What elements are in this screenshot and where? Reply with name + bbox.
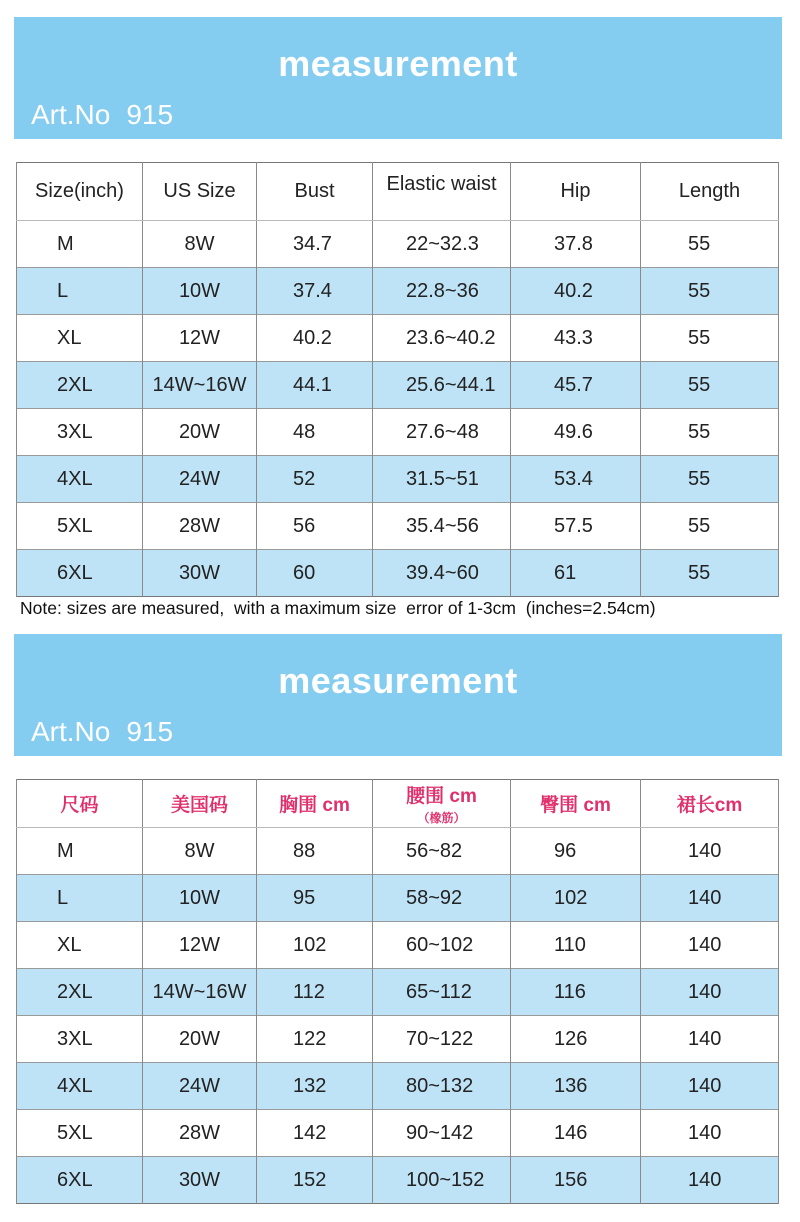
cell-size: 6XL — [17, 550, 143, 597]
cell-size: M — [17, 828, 143, 875]
table-row — [17, 1157, 779, 1204]
cell-bust: 56 — [257, 503, 373, 550]
table-row — [17, 268, 779, 315]
cell-us-size: 24W — [143, 456, 257, 503]
cell-size: 6XL — [17, 1157, 143, 1204]
cell-size: 2XL — [17, 362, 143, 409]
cell-hip: 110 — [511, 922, 641, 969]
table-row — [17, 1063, 779, 1110]
cell-size: L — [17, 268, 143, 315]
header-size: Size(inch) — [17, 163, 143, 221]
cell-bust: 122 — [257, 1016, 373, 1063]
cell-bust: 60 — [257, 550, 373, 597]
cell-waist: 100~152 — [373, 1157, 511, 1204]
cell-waist: 39.4~60 — [373, 550, 511, 597]
table-row — [17, 969, 779, 1016]
cell-hip: 96 — [511, 828, 641, 875]
cell-size: 5XL — [17, 503, 143, 550]
header-length-cn: 裙长cm — [641, 780, 779, 828]
table-row — [17, 1110, 779, 1157]
table-row — [17, 315, 779, 362]
header-us-size: US Size — [143, 163, 257, 221]
table-row — [17, 362, 779, 409]
table-row — [17, 221, 779, 268]
cell-hip: 53.4 — [511, 456, 641, 503]
cell-hip: 102 — [511, 875, 641, 922]
cell-length: 55 — [641, 315, 779, 362]
cell-hip: 45.7 — [511, 362, 641, 409]
cell-bust: 48 — [257, 409, 373, 456]
cell-length: 55 — [641, 362, 779, 409]
cell-length: 140 — [641, 1110, 779, 1157]
cell-us-size: 10W — [143, 875, 257, 922]
cell-waist: 58~92 — [373, 875, 511, 922]
cell-hip: 146 — [511, 1110, 641, 1157]
cell-bust: 37.4 — [257, 268, 373, 315]
cell-size: 3XL — [17, 409, 143, 456]
header-bust: Bust — [257, 163, 373, 221]
cell-us-size: 14W~16W — [143, 362, 257, 409]
cell-length: 55 — [641, 409, 779, 456]
cell-us-size: 10W — [143, 268, 257, 315]
cell-hip: 43.3 — [511, 315, 641, 362]
cell-us-size: 20W — [143, 409, 257, 456]
cell-hip: 116 — [511, 969, 641, 1016]
header-hip: Hip — [511, 163, 641, 221]
cell-waist: 56~82 — [373, 828, 511, 875]
cell-bust: 34.7 — [257, 221, 373, 268]
table-header-row — [17, 780, 779, 828]
cell-hip: 156 — [511, 1157, 641, 1204]
cell-us-size: 8W — [143, 828, 257, 875]
cell-us-size: 14W~16W — [143, 969, 257, 1016]
cell-bust: 44.1 — [257, 362, 373, 409]
cell-length: 140 — [641, 1157, 779, 1204]
cell-waist: 80~132 — [373, 1063, 511, 1110]
cell-size: M — [17, 221, 143, 268]
cell-waist: 23.6~40.2 — [373, 315, 511, 362]
table-row — [17, 922, 779, 969]
table-header-row — [17, 163, 779, 221]
cell-hip: 37.8 — [511, 221, 641, 268]
cell-waist: 90~142 — [373, 1110, 511, 1157]
header-elastic-waist: Elastic waist — [373, 163, 511, 221]
header-bust-cn: 胸围 cm — [257, 780, 373, 828]
banner-title: measurement — [278, 43, 518, 84]
cell-hip: 40.2 — [511, 268, 641, 315]
cell-us-size: 20W — [143, 1016, 257, 1063]
art-label: Art.No — [31, 716, 111, 747]
cell-us-size: 8W — [143, 221, 257, 268]
art-number: 915 — [126, 716, 174, 747]
art-label: Art.No — [31, 99, 111, 130]
cell-bust: 40.2 — [257, 315, 373, 362]
cell-waist: 70~122 — [373, 1016, 511, 1063]
banner-top — [14, 17, 782, 139]
header-waist-cn — [373, 780, 511, 828]
cell-us-size: 24W — [143, 1063, 257, 1110]
cell-size: XL — [17, 922, 143, 969]
cell-us-size: 12W — [143, 922, 257, 969]
cell-length: 140 — [641, 969, 779, 1016]
cell-length: 55 — [641, 221, 779, 268]
cell-length: 55 — [641, 456, 779, 503]
cell-length: 140 — [641, 828, 779, 875]
cell-waist: 35.4~56 — [373, 503, 511, 550]
cell-bust: 88 — [257, 828, 373, 875]
cell-length: 140 — [641, 1016, 779, 1063]
header-waist-label: 腰围 cm — [406, 786, 477, 807]
cell-hip: 61 — [511, 550, 641, 597]
table-row — [17, 503, 779, 550]
cell-length: 55 — [641, 268, 779, 315]
cell-us-size: 12W — [143, 315, 257, 362]
cell-waist: 65~112 — [373, 969, 511, 1016]
header-us-size-cn: 美国码 — [143, 780, 257, 828]
cell-us-size: 28W — [143, 1110, 257, 1157]
cell-size: 5XL — [17, 1110, 143, 1157]
cell-us-size: 30W — [143, 550, 257, 597]
table-row — [17, 456, 779, 503]
table-row — [17, 409, 779, 456]
cell-size: 4XL — [17, 456, 143, 503]
cell-hip: 136 — [511, 1063, 641, 1110]
cell-bust: 95 — [257, 875, 373, 922]
header-waist-sub: （橡筋） — [417, 811, 466, 825]
cell-bust: 152 — [257, 1157, 373, 1204]
size-table-cm — [16, 779, 779, 1204]
cell-bust: 142 — [257, 1110, 373, 1157]
table-row — [17, 1016, 779, 1063]
size-table-inch — [16, 162, 779, 597]
cell-bust: 112 — [257, 969, 373, 1016]
table-row — [17, 828, 779, 875]
cell-size: L — [17, 875, 143, 922]
cell-hip: 126 — [511, 1016, 641, 1063]
cell-size: 2XL — [17, 969, 143, 1016]
cell-waist: 31.5~51 — [373, 456, 511, 503]
cell-size: XL — [17, 315, 143, 362]
cell-bust: 52 — [257, 456, 373, 503]
cell-waist: 22.8~36 — [373, 268, 511, 315]
art-number-label — [31, 99, 189, 131]
cell-us-size: 30W — [143, 1157, 257, 1204]
table-row — [17, 875, 779, 922]
banner-title: measurement — [278, 660, 518, 701]
cell-length: 55 — [641, 550, 779, 597]
cell-bust: 132 — [257, 1063, 373, 1110]
cell-size: 4XL — [17, 1063, 143, 1110]
cell-us-size: 28W — [143, 503, 257, 550]
header-hip-cn: 臀围 cm — [511, 780, 641, 828]
header-size-cn: 尺码 — [17, 780, 143, 828]
cell-bust: 102 — [257, 922, 373, 969]
cell-length: 55 — [641, 503, 779, 550]
table-row — [17, 550, 779, 597]
cell-length: 140 — [641, 1063, 779, 1110]
banner-bottom — [14, 634, 782, 756]
art-number: 915 — [126, 99, 174, 130]
art-number-label — [31, 716, 189, 748]
cell-length: 140 — [641, 875, 779, 922]
cell-waist: 60~102 — [373, 922, 511, 969]
cell-waist: 27.6~48 — [373, 409, 511, 456]
header-length: Length — [641, 163, 779, 221]
cell-length: 140 — [641, 922, 779, 969]
cell-size: 3XL — [17, 1016, 143, 1063]
cell-waist: 22~32.3 — [373, 221, 511, 268]
sizing-note: Note: sizes are measured, with a maximum size error of 1-3cm (inches=2.54cm) — [20, 598, 656, 618]
cell-waist: 25.6~44.1 — [373, 362, 511, 409]
cell-hip: 57.5 — [511, 503, 641, 550]
cell-hip: 49.6 — [511, 409, 641, 456]
